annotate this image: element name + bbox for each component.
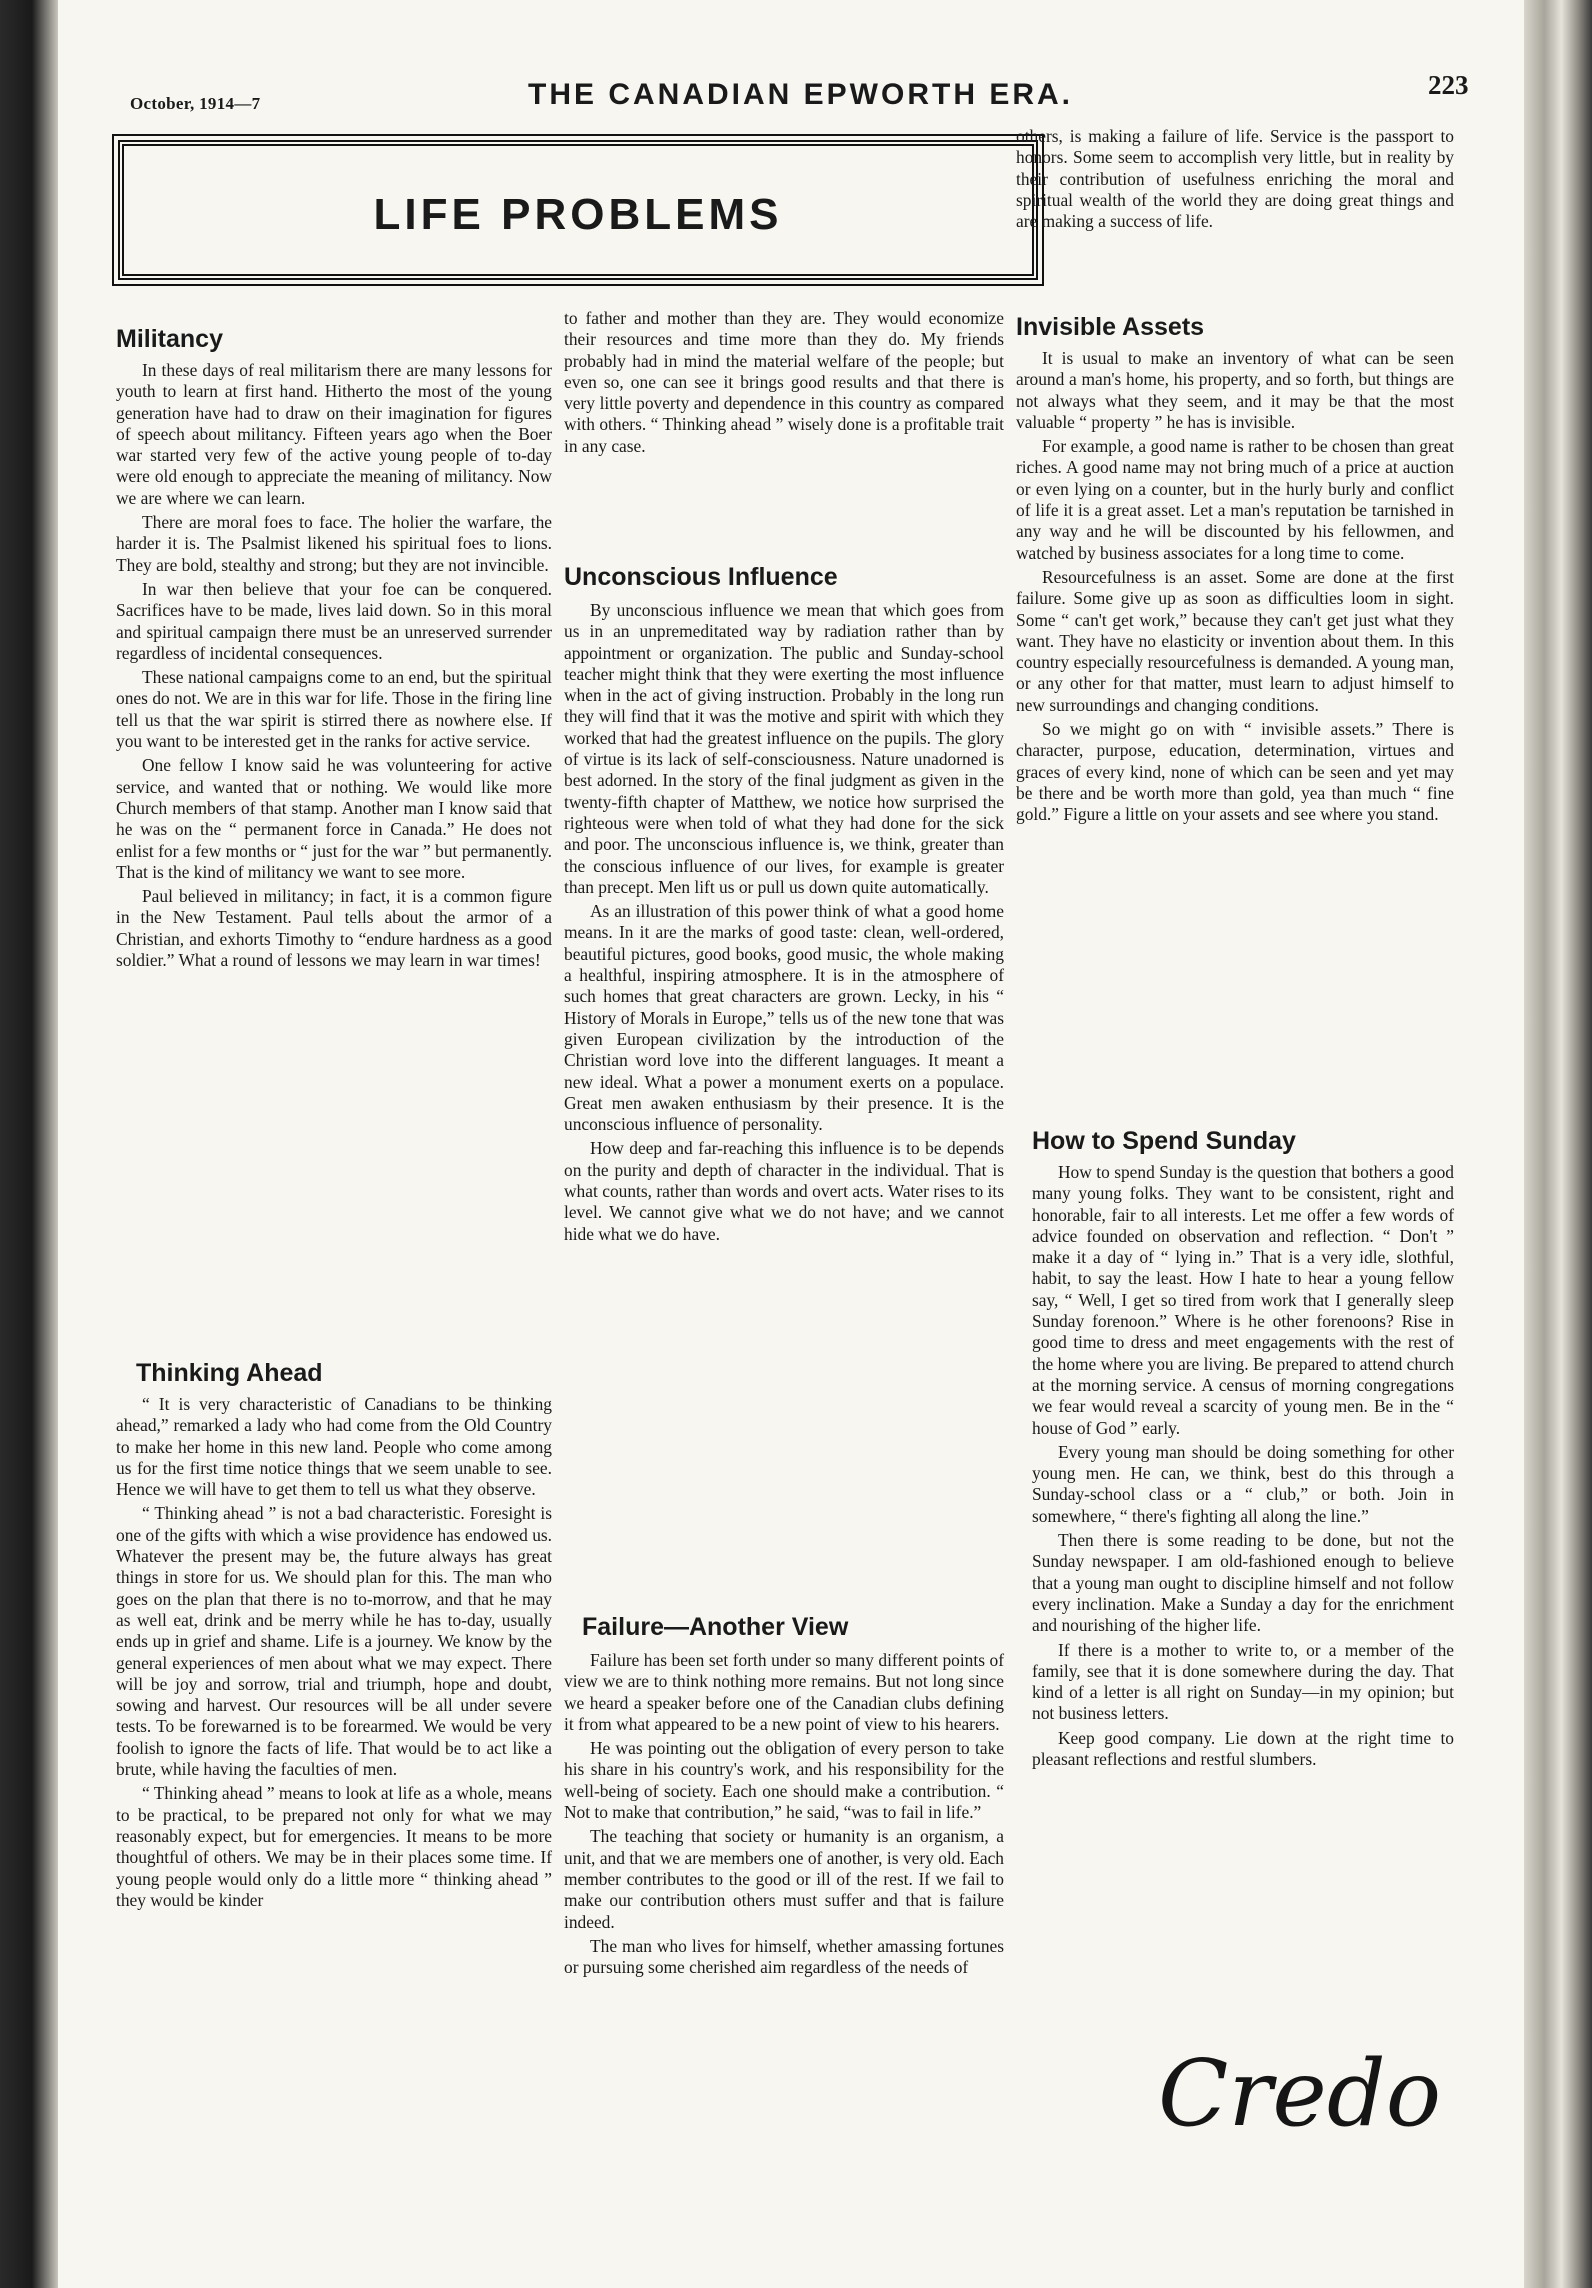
paragraph: The teaching that society or humanity is an organism, a unit, and that we are members one of another, is very old. Each member contributes to the good or ill of the rest. If we fail to make our contribution others must suffer and that is failure indeed.	[564, 1826, 1004, 1932]
paragraph: How deep and far-reaching this influence is to be depends on the purity and depth of character in the individual. That is what counts, rather than words and overt acts. Water rises to its level. We cannot give what we do not have; and we cannot hide what we do have.	[564, 1138, 1004, 1244]
paragraph: These national campaigns come to an end, but the spiritual ones do not. We are in this war for life. Those in the firing line tell us that the war spirit is stirred there as nowhere else. If you want to be interested get in the ranks for active service.	[116, 667, 552, 752]
thinking-ahead-continued	[564, 308, 1004, 460]
book-binding-right	[1524, 0, 1592, 2288]
section-heading: Unconscious Influence	[564, 563, 838, 591]
paragraph: For example, a good name is rather to be chosen than great riches. A good name may not bring much of a price at auction or even lying on a counter, but in the hurly burly and conflict of life it is a great asset. Let a man's reputation be tarnished in any way and he will be discounted by his fellowmen, and watched by business associates for a long time to come.	[1016, 436, 1454, 563]
paragraph: “ It is very characteristic of Canadians to be thinking ahead,” remarked a lady who had come from the Old Country to make her home in this new land. People who come among us for the first time notice things that we seem unable to see. Hence we will have to get them to tell us what they observe.	[116, 1394, 552, 1500]
paragraph: “ Thinking ahead ” means to look at life as a whole, means to be practical, to be prepared not only for what we may reasonably expect, but for emergencies. It means to be more thoughtful of others. We may be in their places some time. If young people would only do a little more “ thinking ahead ” they would be kinder	[116, 1783, 552, 1910]
section-heading: Thinking Ahead	[136, 1359, 323, 1387]
paragraph: If there is a mother to write to, or a member of the family, see that it is done somewhere during the day. That kind of a letter is all right on Sunday—in my opinion; but not business letters.	[1032, 1639, 1454, 1724]
book-binding-left	[0, 0, 58, 2288]
signature-text: Credo	[1158, 2040, 1442, 2147]
paragraph: It is usual to make an inventory of what can be seen around a man's home, his property, and so forth, but things are not always what they seem, and it may be that the most valuable “ property ” he has is invisible.	[1016, 348, 1454, 432]
page-title-box	[118, 140, 1038, 280]
paragraph: Paul believed in militancy; in fact, it is a common figure in the New Testament. Paul tells about the armor of a Christian, and exhorts Timothy to “endure hardness as a good soldier.” What a round of lessons we may learn in war times!	[116, 886, 552, 971]
paragraph: Then there is some reading to be done, but not the Sunday newspaper. I am old-fashioned enough to believe that a young man ought to discipline himself and not follow every inclination. Make a Sunday a day for the enrichment and nourishing of the higher life.	[1032, 1530, 1454, 1636]
paragraph: In war then believe that your foe can be conquered. Sacrifices have to be made, lives laid down. So in this moral and spiritual campaign there must be an unreserved surrender regardless of incidental consequences.	[116, 578, 552, 663]
paragraph: He was pointing out the obligation of every person to take his share in his country's work, and his responsibility for the well-being of society. Each one should make a contribution. “ Not to make that contribution,” he said, “was to fail in life.”	[564, 1738, 1004, 1823]
section-heading: Militancy	[116, 325, 223, 353]
section-invisible-assets	[1016, 312, 1454, 829]
paragraph: Keep good company. Lie down at the right time to pleasant reflections and restful slumbers.	[1032, 1727, 1454, 1770]
paragraph: The man who lives for himself, whether amassing fortunes or pursuing some cherished aim regardless of the needs of	[564, 1935, 1004, 1978]
paragraph: Resourcefulness is an asset. Some are done at the first failure. Some give up as soon as difficulties loom in sight. Some “ can't get work,” because they can't get just what they want. They have no elasticity or invention about them. In this country especially resourcefulness is demanded. A young man, or any other for that matter, must learn to adjust himself to new surroundings and changing conditions.	[1016, 566, 1454, 715]
issue-date: October, 1914—7	[130, 94, 261, 113]
paragraph: How to spend Sunday is the question that bothers a good many young folks. They want to be consistent, right and honorable, fair to all interests. Let me offer a few words of advice founded on observation and reflection. “ Don't ” make it a day of “ lying in.” That is a very idle, slothful, habit, to say the least. How I hate to hear a young fellow say, “ Well, I get so tired from work that I generally sleep Sunday forenoon.” Where is he other forenoons? Rise in good time to dress and meet engagements with the rest of the home where you are living. Be prepared to attend church at the morning service. A census of morning congregations we fear would reveal a scarcity of young men. Be in the “ house of God ” early.	[1032, 1162, 1454, 1438]
signature-credo	[1148, 2020, 1488, 2160]
section-militancy	[116, 324, 552, 974]
paragraph: Failure has been set forth under so many different points of view we are to think nothing more remains. But not long since we heard a speaker before one of the Canadian clubs defining it from what appeared to be a new point of view to his hearers.	[564, 1650, 1004, 1734]
section-failure	[564, 1612, 1004, 1981]
paragraph: So we might go on with “ invisible assets.” There is character, purpose, education, determination, virtues and graces of every kind, none of which can be seen and yet may be there and be worth more than gold, yea than much “ fine gold.” Figure a little on your assets and see where you stand.	[1016, 719, 1454, 825]
failure-continued	[1016, 126, 1454, 235]
section-unconscious-influence	[564, 562, 1004, 1248]
section-how-to-spend-sunday	[1032, 1126, 1454, 1773]
page-number: 223	[1428, 70, 1469, 100]
paragraph: There are moral foes to face. The holier the warfare, the harder it is. The Psalmist likened his spiritual foes to lions. They are bold, stealthy and strong; but they are not invincible.	[116, 512, 552, 575]
paragraph-continued: others, is making a failure of life. Service is the passport to honors. Some seem to accomplish very little, but in reality by their contribution of usefulness enriching the moral and spiritual wealth of the world they are doing great things and are making a success of life.	[1016, 126, 1454, 232]
paragraph: In these days of real militarism there are many lessons for youth to learn at first hand. Hitherto the most of the young generation have had to draw on their imagination for figures of speech about militancy. Fifteen years ago when the Boer war started very few of the active young people of to-day were old enough to appreciate the meaning of militancy. Now we are where we can learn.	[116, 360, 552, 508]
page-header	[128, 70, 1468, 120]
section-heading: Failure—Another View	[582, 1613, 849, 1641]
paragraph: By unconscious influence we mean that which goes from us in an unpremeditated way by radiation rather than by appointment or organization. The public and Sunday-school teacher might think that they were exerting the most influence when in the act of giving instruction. Probably in the long run they will find that it was the motive and spirit with which they worked that had the greatest influence on the pupils. The glory of virtue is its lack of self-consciousness. Nature unadorned is best adorned. In the story of the final judgment as given in the twenty-fifth chapter of Matthew, we notice how surprised the righteous were when told of what they had done for the sick and poor. The unconscious influence is, we think, greater than the conscious influence of our lives, for example is greater than precept. Men lift us or pull us down quite automatically.	[564, 600, 1004, 897]
paragraph-continued: to father and mother than they are. They would economize their resources and time more than they do. My friends probably had in mind the material welfare of the people; but even so, one can see it brings good results and that there is very little poverty and dependence in this country as compared with others. “ Thinking ahead ” wisely done is a profitable trait in any case.	[564, 308, 1004, 456]
paragraph: As an illustration of this power think of what a good home means. In it are the marks of good taste: clean, well-ordered, beautiful pictures, good books, good music, the whole making a healthful, inspiring atmosphere. It is in the atmosphere of such homes that great characters are grown. Lecky, in his “ History of Morals in Europe,” tells us of the new tone that was given European civilization by the introduction of the Christian word love into the different languages. It meant a new ideal. What a power a monument exerts on a populace. Great men awaken enthusiasm by their presence. It is the unconscious influence of personality.	[564, 901, 1004, 1135]
paragraph: “ Thinking ahead ” is not a bad characteristic. Foresight is one of the gifts with which a wise providence has endowed us. Whatever the present may be, the future always has great things in store for us. We should plan for this. The man who goes on the plan that there is no to-morrow, and that he may as well eat, drink and be merry while he has to-day, usually ends up in grief and shame. Life is a journey. We know by the general experiences of men about what we may expect. There will be joy and sorrow, trial and triumph, hope and doubt, sowing and harvest. Our resources will be all under severe tests. To be forewarned is to be forearmed. We would be very foolish to ignore the facts of life. That would be to act like a brute, while having the faculties of men.	[116, 1503, 552, 1780]
page-title: LIFE PROBLEMS	[373, 190, 783, 239]
magazine-title: THE CANADIAN EPWORTH ERA.	[528, 78, 1073, 111]
paragraph: Every young man should be doing something for other young men. He can, we think, best do this through a Sunday-school class or a “ club,” or both. Join in somewhere, “ there's fighting all along the line.”	[1032, 1441, 1454, 1526]
section-heading: How to Spend Sunday	[1032, 1127, 1296, 1155]
section-heading: Invisible Assets	[1016, 313, 1205, 341]
magazine-page	[58, 0, 1524, 2288]
paragraph: One fellow I know said he was volunteering for active service, and wanted that or nothing. We would like more Church members of that stamp. Another man I know said that he was on the “ permanent force in Canada.” He does not enlist for a few months or “ just for the war ” but permanently. That is the kind of militancy we want to see more.	[116, 755, 552, 882]
section-thinking-ahead	[116, 1358, 552, 1914]
signature-image	[1148, 2020, 1488, 2160]
